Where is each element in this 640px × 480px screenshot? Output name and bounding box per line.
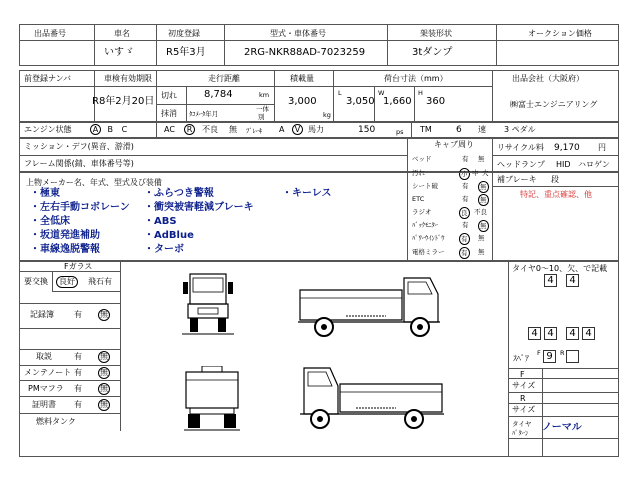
size-r-label: R [520,394,526,403]
car-name: いすゞ [104,47,134,58]
engine-grade-b: B [107,125,114,134]
tire-header: タイヤ0～10、欠、で記載 [512,264,608,273]
tacho-integrated-label: 一体 [256,105,269,113]
ps-unit: ps [396,128,404,136]
cargo-dim-label: 荷台寸法（mm） [384,74,448,83]
spare-label: ｽﾍﾟｱ [513,354,529,363]
tire-pattern-label: タイヤ ﾊﾟﾀｰﾝ [512,420,532,437]
brake-label: ﾌﾞﾚｰｷ [246,127,263,135]
truck-side-icon [296,364,446,434]
length-label: L [338,89,342,97]
mileage-label: 走行距離 [208,74,240,83]
certificate-label: 証明書 [32,400,56,409]
hid-label: HID [556,160,571,169]
body-type: 3tダンプ [412,47,453,58]
equipment-item: ・全低床 [30,216,70,227]
speed-unit: 速 [478,125,486,134]
first-registration: R5年3月 [166,47,206,58]
engine-label: エンジン状態 [24,125,72,134]
capacity-value: 3,000 [288,96,317,107]
equipment-item: ・AdBlue [144,230,194,241]
replace-label: 要交換 [24,277,48,286]
cab-item: シート破 [412,182,438,190]
spare-value: 9 [543,350,556,363]
aux-brake-label: 補ブレーキ [497,175,537,184]
equipment-item: ・車線逸脱警報 [30,244,100,255]
tire-rear-4: 4 [582,327,595,340]
power-label: 馬力 [308,125,324,134]
seller-label: 出品会社（大阪府） [512,74,584,83]
cab-item: ラジオ [412,208,432,216]
prev-plate-label: 前登録ナンバ [24,74,72,83]
engine-grade-c: C [121,125,128,134]
cab-label: キャブ周り [434,140,474,149]
mission-label: ミッション・デフ(異音、游滑) [24,142,134,151]
km-unit: km [259,91,270,99]
cargo-height: 360 [426,96,446,107]
tm-label: TM [420,125,432,134]
width-label: W [378,89,385,97]
halogen-label: ハロゲン [578,160,610,169]
equipment-header: 上物メーカー名、年式、型式及び装備 [26,178,162,187]
truck-rear-icon [180,366,244,432]
equipment-item: ・ふらつき警報 [144,188,214,199]
expired-label: 切れ [161,91,177,100]
height-label: H [418,89,423,97]
truck-front-icon [176,270,240,340]
tire-front-left: 4 [544,274,557,287]
inspection-date: R8年2月20日 [92,96,155,107]
notes-label: 特記、重点確認、他 [520,190,592,199]
tire-front-right: 4 [566,274,579,287]
seller-company: ㈱富士エンジニアリング [510,100,598,109]
model-chassis-number: 2RG-NKR88AD-7023259 [244,47,366,58]
tire-pattern-value: ノーマル [542,422,582,433]
tire-rear-1: 4 [528,327,541,340]
auction-price-label: オークション価格 [528,29,592,38]
tire-rear-2: 4 [544,327,557,340]
cab-item: ベッド [412,155,432,163]
size-label: サイズ [512,381,536,390]
tacho-date-label: ﾀｺﾒｰﾀ年月 [189,110,219,118]
equipment-item: ・極東 [30,188,60,199]
record-label: 記録簿 [30,310,54,319]
size-r-size-label: サイズ [512,405,536,414]
cab-item: ﾊﾟﾜｰｳｲﾝﾄﾞｳ [412,234,445,242]
erased-label: 抹消 [161,109,177,118]
truck-side-icon [296,272,446,342]
equipment-item: ・ABS [144,216,177,227]
speeds-value: 6 [456,125,462,135]
maint-note-label: メンテノート [24,368,72,377]
model-label: 型式・車体番号 [270,29,326,38]
brake-a: A [279,125,285,134]
cab-item: ETC [412,195,425,203]
ac-label: AC [164,125,175,134]
power-value: 150 [358,125,376,135]
cab-item: 汚れ [412,169,425,177]
engine-grades [90,124,127,135]
lot-no-label: 出品番号 [34,29,66,38]
ac-none: 無 [229,125,237,134]
glass-good: 良好 [56,276,78,288]
equipment-item: ・キーレス [282,188,332,199]
car-name-label: 車名 [114,29,130,38]
kg-unit: kg [323,111,331,119]
size-f-label: F [520,370,525,379]
ac-bad: 不良 [202,125,218,134]
cargo-width: 1,660 [383,96,412,107]
fglass-label: Fガラス [64,262,93,271]
mileage-value: 8,784 [204,89,233,100]
fuel-tank-label: 燃料タンク [36,417,76,426]
equipment-item: ・ターボ [144,244,184,255]
spare-r-box [566,350,579,363]
recycle-value: 9,170 [554,143,580,153]
engine-grade-a: A [90,124,101,135]
equipment-item: ・坂道発進補助 [30,230,100,241]
glass-chip: 飛石有 [88,277,112,286]
first-reg-label: 初度登録 [168,29,200,38]
tire-rear-3: 4 [566,327,579,340]
inspection-label: 車検有効期限 [104,74,152,83]
headlamp-label: ヘッドランプ [497,160,545,169]
seller-prefecture: 大阪府 [552,74,576,83]
manual-label: 取説 [36,352,52,361]
capacity-label: 積載量 [290,74,314,83]
cab-item: 電格ミラー [412,248,445,256]
pm-muffler-label: PMマフラ [28,384,64,393]
aux-brake-step: 段 [551,175,559,184]
cab-item: ﾊﾞｯｸﾓﾆﾀｰ [412,221,438,229]
cargo-length: 3,050 [346,96,375,107]
tacho-separate-label: 別 [258,113,265,121]
equipment-item: ・左右手動コボレーン [30,202,130,213]
yen-unit: 円 [598,143,606,152]
equipment-item: ・衝突被害軽減ブレーキ [144,202,254,213]
recycle-label: リサイクル料 [497,143,544,152]
ac-r: R [184,124,195,135]
frame-label: フレーム関係(錆、車体番号等) [24,159,134,168]
brake-v: V [292,124,303,135]
pedal-value: 3 ペダル [504,125,536,134]
body-type-label: 架装形状 [420,29,452,38]
